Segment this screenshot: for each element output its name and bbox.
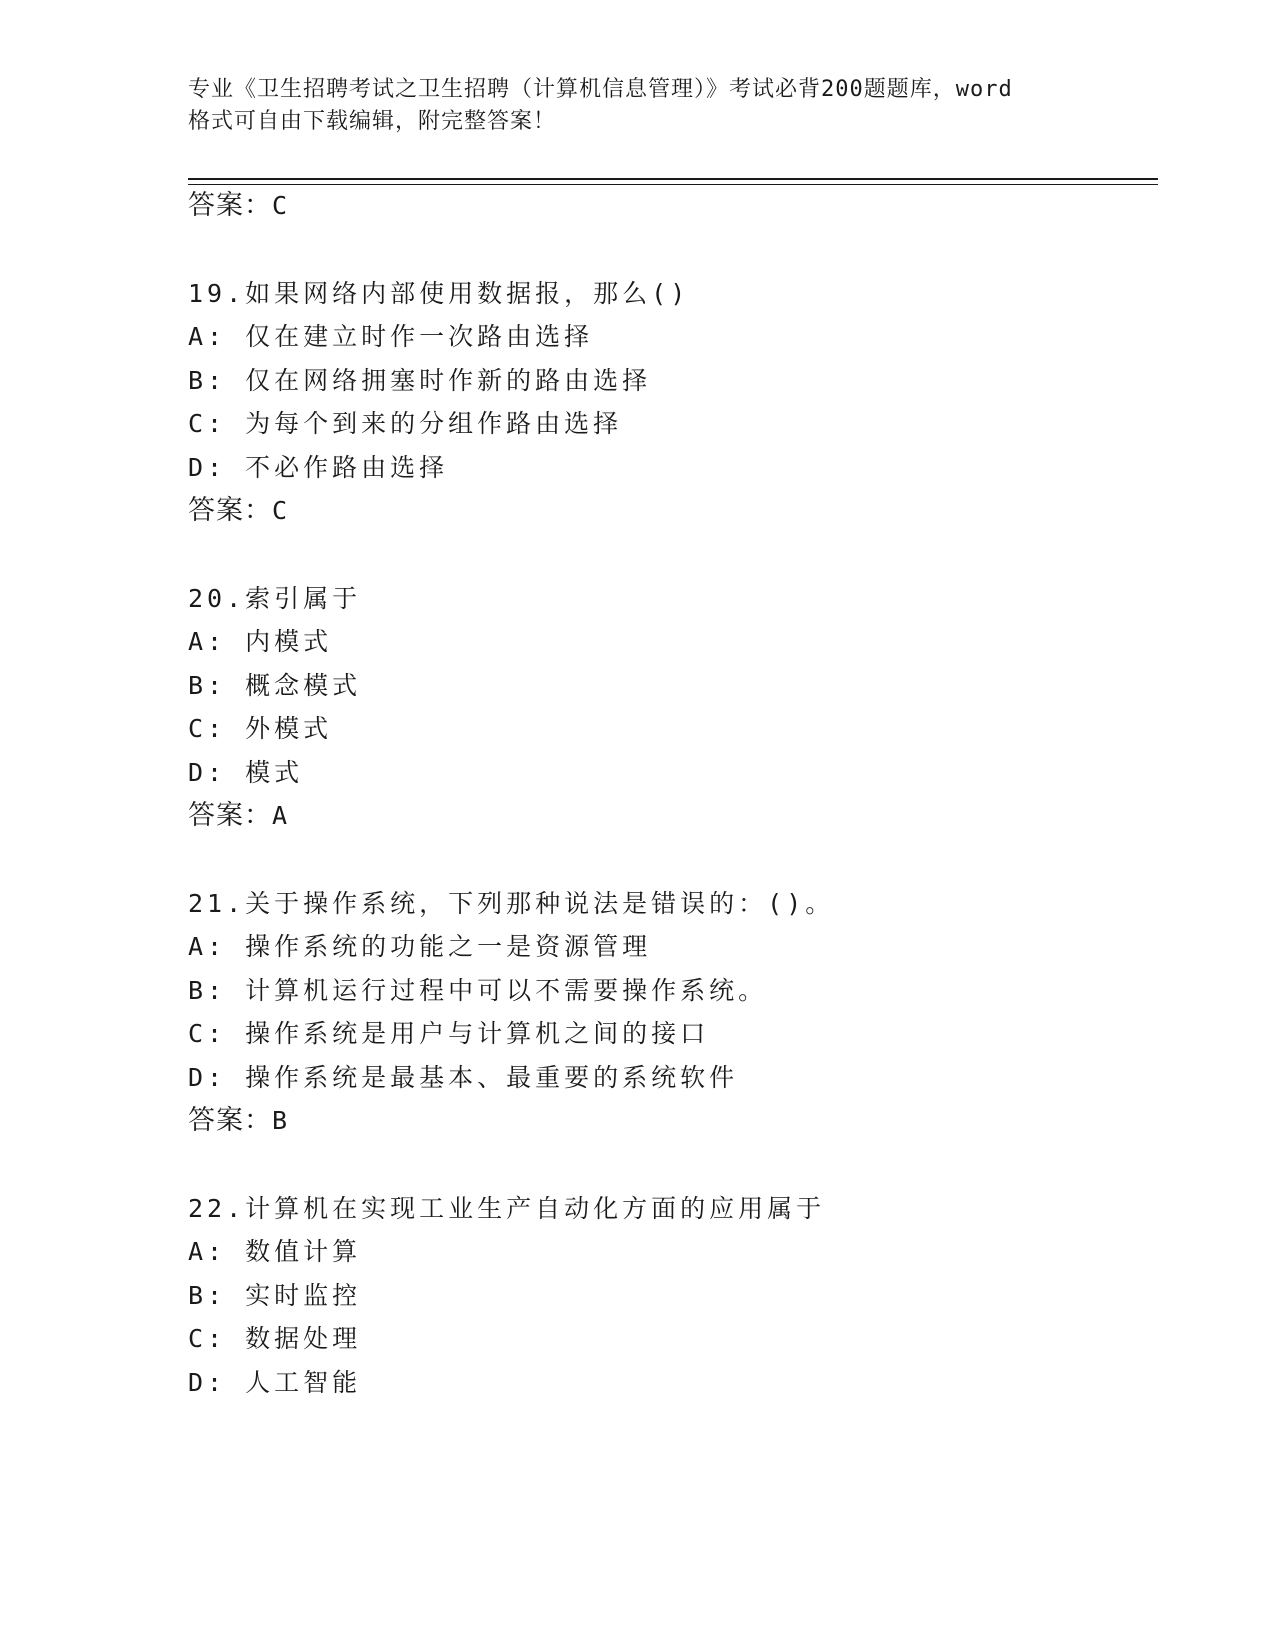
option-a: A: 操作系统的功能之一是资源管理: [188, 932, 652, 961]
option-d: D: 人工智能: [188, 1368, 362, 1397]
option-c: C: 外模式: [188, 714, 333, 743]
option-a: A: 内模式: [188, 627, 333, 656]
option-d: D: 不必作路由选择: [188, 453, 449, 482]
answer-line: [188, 800, 288, 832]
option-b: B: 计算机运行过程中可以不需要操作系统。: [188, 976, 768, 1005]
answer-value: C: [272, 191, 289, 220]
question-stem: 22.计算机在实现工业生产自动化方面的应用属于: [188, 1194, 826, 1223]
option-d: D: 模式: [188, 758, 304, 787]
answer-line: [188, 495, 288, 527]
option-a: A: 仅在建立时作一次路由选择: [188, 322, 594, 351]
header-line-2: 格式可自由下载编辑，附完整答案！: [188, 109, 557, 134]
option-c: C: 操作系统是用户与计算机之间的接口: [188, 1019, 710, 1048]
option-b: B: 实时监控: [188, 1281, 362, 1310]
question-stem: 20.索引属于: [188, 584, 362, 613]
answer-label: 答案：: [188, 1105, 272, 1136]
document-header: [188, 74, 1098, 138]
option-d: D: 操作系统是最基本、最重要的系统软件: [188, 1063, 739, 1092]
answer-label: 答案：: [188, 495, 272, 526]
question-stem: 21.关于操作系统，下列那种说法是错误的：()。: [188, 889, 835, 918]
option-b: B: 概念模式: [188, 671, 362, 700]
option-b: B: 仅在网络拥塞时作新的路由选择: [188, 366, 652, 395]
option-a: A: 数值计算: [188, 1237, 362, 1266]
header-divider-thick: [188, 178, 1158, 180]
option-c: C: 为每个到来的分组作路由选择: [188, 409, 623, 438]
answer-label: 答案：: [188, 190, 272, 221]
answer-value: C: [272, 496, 289, 525]
header-line-1: 专业《卫生招聘考试之卫生招聘（计算机信息管理）》考试必背200题题库，word: [188, 77, 1013, 102]
question-stem: 19.如果网络内部使用数据报，那么(): [188, 279, 690, 308]
answer-value: A: [272, 801, 289, 830]
header-divider-thin: [188, 184, 1158, 185]
answer-line: [188, 1105, 288, 1137]
answer-line: [188, 190, 288, 222]
answer-value: B: [272, 1106, 289, 1135]
answer-label: 答案：: [188, 800, 272, 831]
option-c: C: 数据处理: [188, 1324, 362, 1353]
